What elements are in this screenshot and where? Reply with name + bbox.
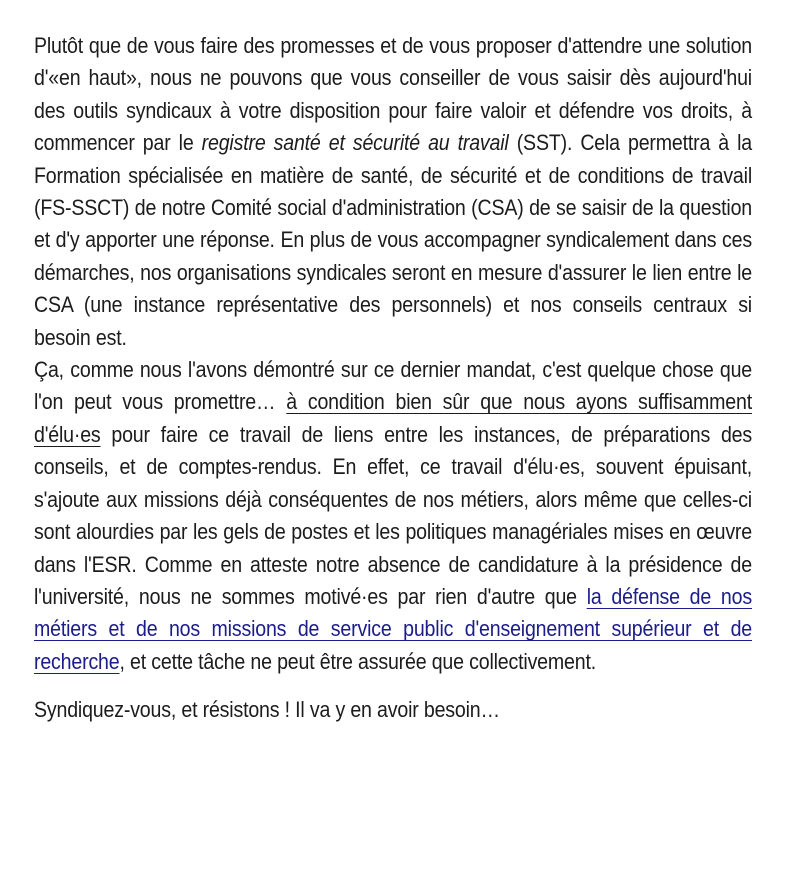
paragraph-text: pour faire ce travail de liens entre les instances, de préparations des conseils, et de comptes-rendus. En effet, ce travail d'élu·es, souvent épuisant, s'ajoute aux missions déjà conséquentes de nos métiers, alors même que celles-ci sont alourdies par les gels de postes et les politiques managériales mises en œuvre dans l'ESR. Comme en atteste notre absence de candidature à la présidence de l'université, nous ne sommes motivé·es par rien d'autre que: [34, 421, 752, 609]
paragraph-text: Ça, comme nous l'avons démontré sur ce dernier mandat, c'est quelque chose que l'on peut vous promettre…: [34, 357, 752, 415]
emphasized-term-registre: registre santé et sécurité au travail: [201, 130, 509, 156]
article-body: [34, 30, 752, 727]
underlined-condition: à condition bien sûr que nous ayons suffisamment d'élu·es: [34, 389, 752, 447]
paragraph-text: (SST). Cela permettra à la Formation spécialisée en matière de santé, de sécurité et de conditions de travail (FS-SSCT) de notre Comité social d'administration (CSA) de se saisir de la question et d'y apporter une réponse. En plus de vous accompagner syndicalement dans ces démarches, nos organisations syndicales seront en mesure d'assurer le lien entre le CSA (une instance représentative des personnels) et nos conseils centraux si besoin est.: [34, 130, 752, 350]
link-defense-metiers[interactable]: la défense de nos métiers et de nos missions de service public d'enseignement supérieur et de recherche: [34, 583, 752, 674]
paragraph-text: , et cette tâche ne peut être assurée que collectivement.: [119, 648, 596, 674]
paragraph-text: Plutôt que de vous faire des promesses et de vous proposer d'attendre une solution d'«en haut», nous ne pouvons que vous conseiller de vous saisir dès aujourd'hui des outils syndicaux à votre disposition pour faire valoir et défendre vos droits, à commencer par le: [34, 33, 752, 156]
paragraph-elu-es: [34, 354, 752, 678]
paragraph-registre-sst: [34, 30, 752, 354]
paragraph-closing-call: Syndiquez-vous, et résistons ! Il va y en avoir besoin…: [34, 697, 500, 723]
